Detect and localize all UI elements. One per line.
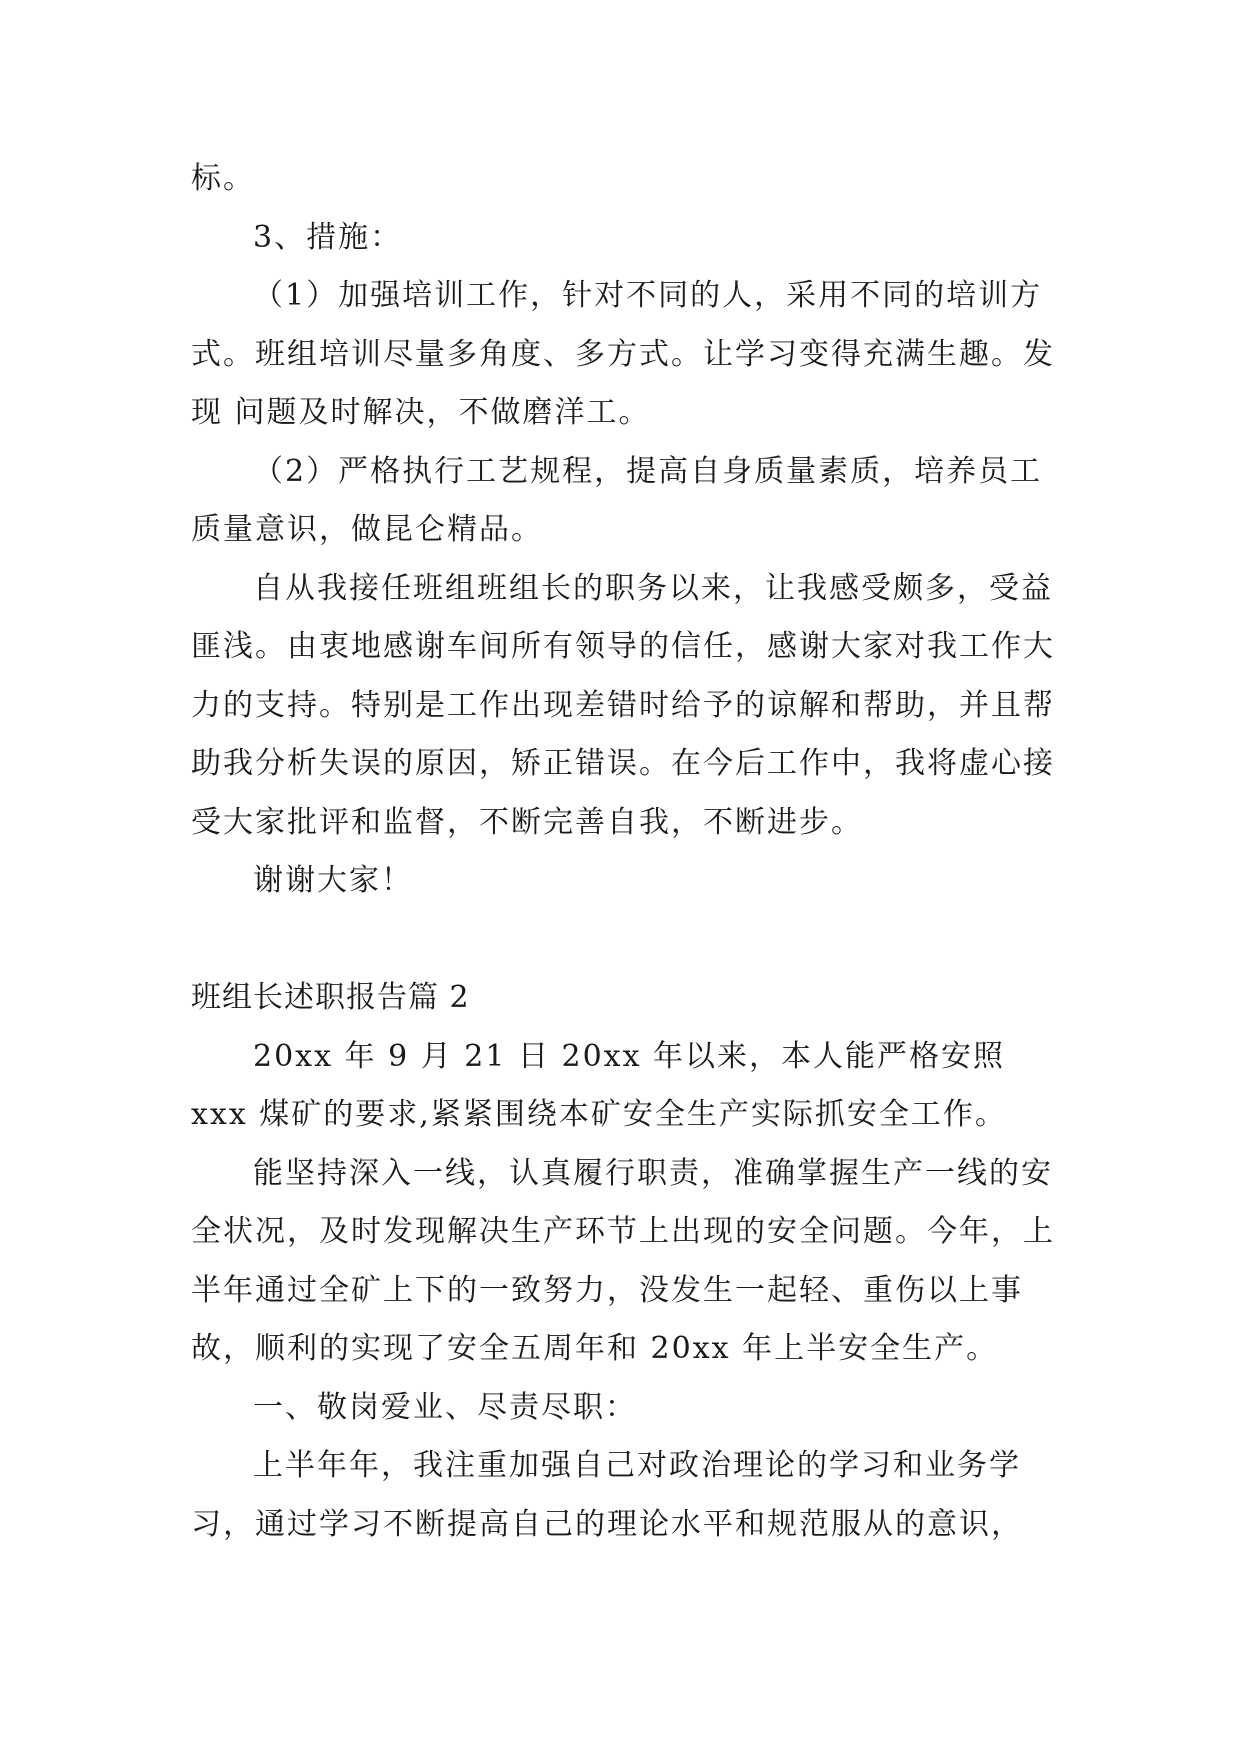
- paragraph-thank-you: 谢谢大家！: [253, 863, 413, 898]
- section-paragraph-1: 20xx 年 9 月 21 日 20xx 年以来，本人能严格安照 xxx 煤矿的要求,紧紧围绕本矿安全生产实际抓安全工作。: [191, 1038, 1007, 1132]
- section-paragraph-2: 能坚持深入一线，认真履行职责，准确掌握生产一线的安全状况，及时发现解决生产环节上出现的安全问题。今年，上半年通过全矿上下的一致努力，没发生一起轻、重伤以上事故，顺利的实现了安全五周年和 20xx 年上半安全生产。: [191, 1155, 1055, 1366]
- paragraph-measure-2: （2）严格执行工艺规程，提高自身质量素质，培养员工质量意识，做昆仑精品。: [191, 453, 1043, 547]
- paragraph-1: 标。: [191, 161, 255, 196]
- section-title: 班组长述职报告篇 2: [191, 980, 470, 1015]
- section-paragraph-4: 上半年年，我注重加强自己对政治理论的学习和业务学习，通过学习不断提高自己的理论水平和规范服从的意识，: [191, 1448, 1023, 1542]
- paragraph-measure-1: （1）加强培训工作，针对不同的人，采用不同的培训方式。班组培训尽量多角度、多方式。让学习变得充满生趣。发现 问题及时解决，不做磨洋工。: [191, 278, 1055, 430]
- section-paragraph-3: 一、敬岗爱业、尽责尽职：: [253, 1389, 637, 1425]
- paragraph-thanks-body: 自从我接任班组班组长的职务以来，让我感受颇多，受益匪浅。由衷地感谢车间所有领导的信任，感谢大家对我工作大力的支持。特别是工作出现差错时给予的谅解和帮助，并且帮助我分析失误的原因，矫正错误。在今后工作中，我将虚心接受大家批评和监督，不断完善自我，不断进步。: [191, 570, 1055, 840]
- document-body: [191, 150, 1071, 1554]
- paragraph-measures-heading: 3、措施：: [253, 219, 403, 255]
- section-spacer: [191, 911, 1071, 970]
